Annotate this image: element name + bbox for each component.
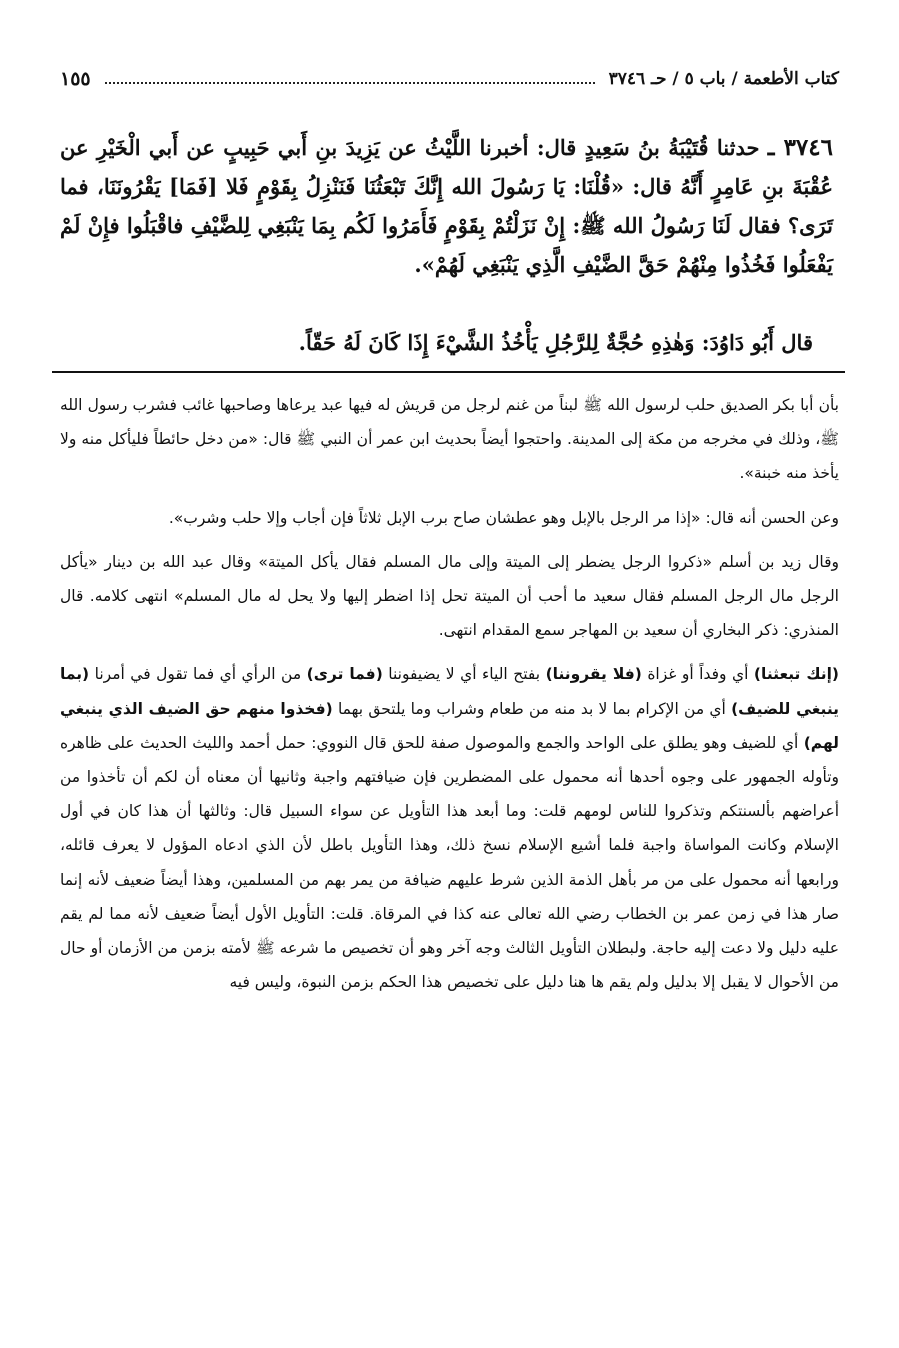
hadith-number: ٣٧٤٦ ـ [767, 134, 833, 161]
lemma-fama-tara: (فما ترى) [306, 665, 383, 684]
gloss-text: أي وفداً أو غزاة [641, 665, 754, 684]
commentary-paragraph-3: وقال زيد بن أسلم «ذكروا الرجل يضطر إلى الميتة وإلى مال المسلم فقال يأكل الميتة» وقال عبد الله بن دينار «يأكل الرجل مال الرجل المسلم فقال سعيد ما أحب أن الميتة تحل إذا اضطر إليها ولا يحل له مال المسلم» انتهى كلامه. قال المنذري: ذكر البخاري أن سعيد بن المهاجر سمع المقدام انتهى. [60, 552, 839, 640]
running-header [60, 62, 839, 96]
header-dotted-leader [105, 82, 595, 84]
commentary-paragraph-2: وعن الحسن أنه قال: «إذا مر الرجل بالإبل وهو عطشان صاح برب الإبل ثلاثاً فإن أجاب وإلا حلب وشرب». [168, 508, 839, 527]
abu-dawud-remark: قال أَبُو دَاوُدَ: وَهٰذِهِ حُجَّةٌ لِلرَّجُلِ يَأْخُذُ الشَّيْءَ إِذَا كَانَ لَهُ حَقّاً. [298, 330, 813, 355]
lemma-fakhudhu: (فخذوا منهم حق الضيف الذي ينبغي لهم) [60, 699, 839, 752]
gloss-text: أي من الإكرام بما لا بد منه من طعام وشراب وما يلتحق بهما [332, 699, 732, 718]
lemma-fala-yaqrunana: (فلا يقروننا) [545, 665, 642, 684]
header-title: كتاب الأطعمة / باب ٥ / حـ ٣٧٤٦ [608, 69, 839, 89]
gloss-text: أي للضيف وهو يطلق على الواحد والجمع والموصول صفة للحق قال النووي: حمل أحمد والليث الحديث على ظاهره وتأوله الجمهور على وجوه أحدها أنه محمول على المضطرين فإن ضيافتهم واجبة وثانيها أن معناه أن لكم أن تأخذوا من أعراضهم بألسنتكم وتذكروا للناس لومهم قلت: وما أبعد هذا التأويل عن سواء السبيل قال: وثالثها أن هذا كان في أول الإسلام وكانت المواساة واجبة فلما أشيع الإسلام نسخ ذلك، وهذا التأويل باطل لأن الذي ادعاه المؤول لا يعرف قائله، ورابعها أنه محمول على من مر بأهل الذمة الذين شرط عليهم ضيافة من يمر بهم من المسلمين، وهذا أيضاً ضعيف لأنه إنما صار هذا في زمن عمر بن الخطاب رضي الله تعالى عنه كذا في المرقاة. قلت: التأويل الأول أيضاً ضعيف لأنه مما لم يقم عليه دليل ولا دعت إليه حاجة. ولبطلان التأويل الثالث وجه آخر وهو أن تخصيص ما شرعه ﷺ لأمته بزمن من الأزمان أو حال من الأحوال لا يقبل إلا بدليل ولم يقم ها هنا دليل على تخصيص هذا الحكم بزمن النبوة، وليس فيه [60, 733, 839, 992]
section-divider [52, 371, 845, 373]
gloss-text: بفتح الياء أي لا يضيفوننا [382, 665, 546, 684]
lemma-innaka-tabathuna: (إنك تبعثنا) [753, 665, 839, 684]
page-number: ١٥٥ [60, 68, 91, 90]
hadith-text: حدثنا قُتَيْبَةُ بنُ سَعِيدٍ قال: أخبرنا اللَّيْثُ عن يَزِيدَ بنِ أَبي حَبِيبٍ عن أَبي الْخَيْرِ عن عُقْبَةَ بنِ عَامِرٍ أَنَّهُ قال: «قُلْنَا: يَا رَسُولَ الله إِنَّكَ تَبْعَثُنَا فَنَنْزِلُ بِقَوْمٍ فَلا [فَمَا] يَقْرُونَنَا، فما تَرَى؟ فقال لَنَا رَسُولُ الله ﷺ: إِنْ نَزَلْتُمْ بِقَوْمٍ فَأَمَرُوا لَكُم بِمَا يَنْبَغِي لِلضَّيْفِ فاقْبَلُوا فإِنْ لَمْ يَفْعَلُوا فَخُذُوا مِنْهُمْ حَقَّ الضَّيْفِ الَّذِي يَنْبَغِي لَهُمْ». [60, 135, 833, 277]
lemma-bima-yanbaghi: (بما ينبغي للضيف) [60, 665, 839, 718]
commentary-block [60, 388, 839, 1009]
gloss-text: من الرأي أي فما تقول في أمرنا [89, 665, 307, 684]
hadith-paragraph [60, 128, 833, 284]
commentary-paragraph-1: بأن أبا بكر الصديق حلب لرسول الله ﷺ لبناً من غنم لرجل من قريش له فيها عبد يرعاها وصاحبها غائب فشرب رسول الله ﷺ، وذلك في مخرجه من مكة إلى المدينة. واحتجوا أيضاً بحديث ابن عمر أن النبي ﷺ قال: «من دخل حائطاً فليأكل منه ولا يأخذ منه خبنة». [60, 396, 839, 483]
commentary-paragraph-4 [60, 657, 839, 999]
hadith-block [60, 128, 833, 284]
